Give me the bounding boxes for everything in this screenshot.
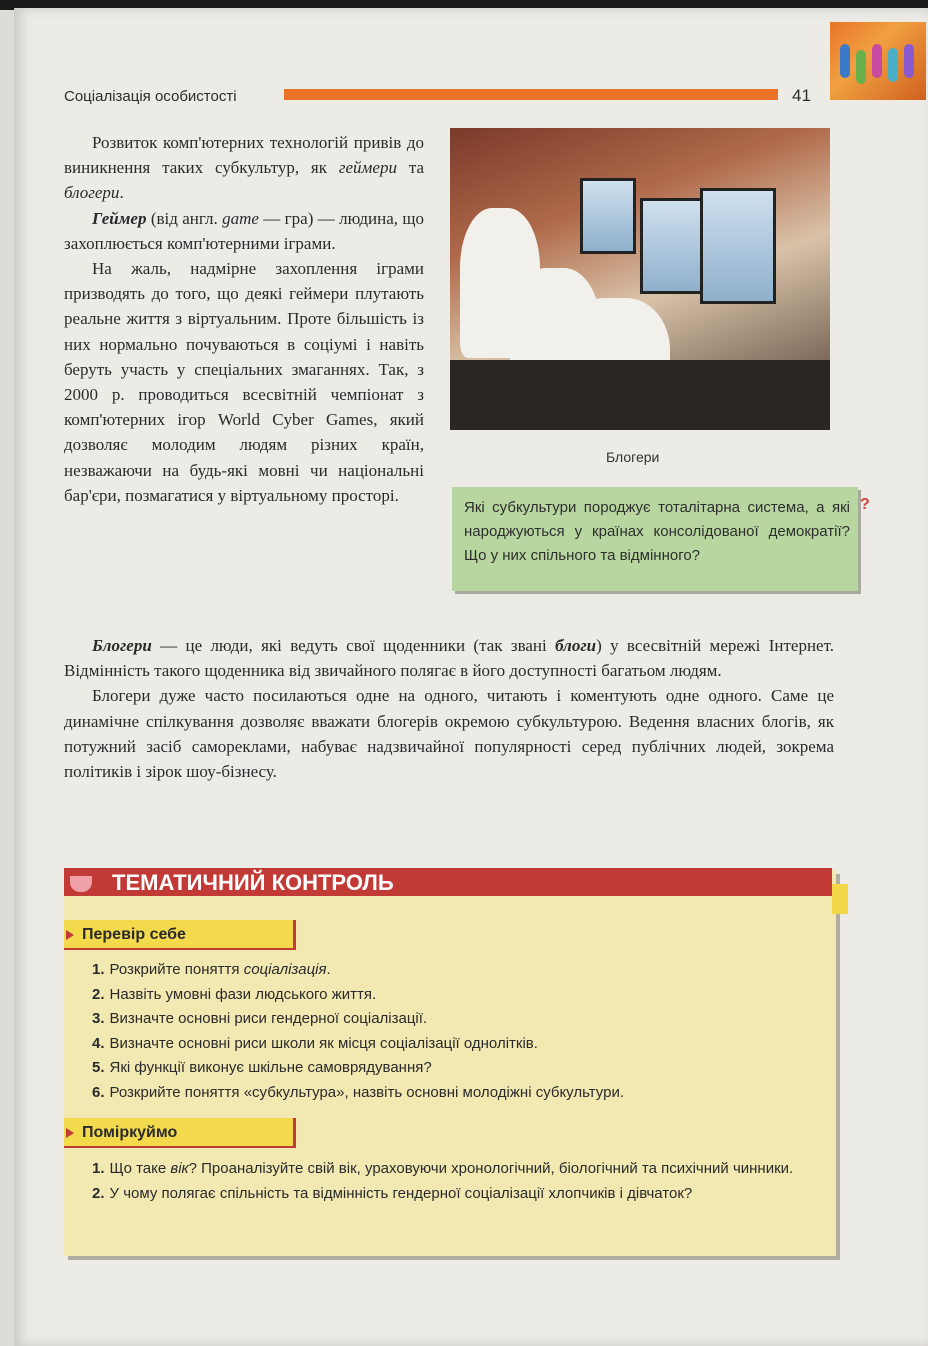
think-list — [92, 1157, 822, 1206]
section-check-yourself: Перевір себе — [64, 920, 296, 950]
page-header-title: Соціалізація особистості — [64, 88, 237, 105]
paragraph: Розвиток комп'ютерних технологій привів до виникнення таких субкультур, як геймери та блогери. — [64, 133, 424, 203]
bloggers-photo — [450, 128, 830, 430]
list-item: 3. Визначте основні риси гендерної соціалізації. — [92, 1010, 428, 1027]
list-item: 1. Розкрийте поняття соціалізація. — [92, 961, 331, 978]
decorative-tab — [832, 884, 848, 914]
paragraph: Геймер (від англ. game — гра) — людина, що захоплюється комп'ютерними іграми. — [64, 208, 425, 253]
page-number: 41 — [792, 86, 811, 105]
list-item: 2. У чому полягає спільність та відмінність гендерної соціалізації хлопчиків і дівчаток? — [92, 1184, 693, 1202]
left-column-text — [64, 130, 424, 508]
list-item: 5. Які функції виконує шкільне самоврядування? — [92, 1059, 432, 1076]
question-mark-icon: ? — [860, 496, 870, 513]
header-bar — [284, 89, 778, 100]
corner-illustration — [830, 22, 926, 100]
list-item: 6. Розкрийте поняття «субкультура», назвіть основні молодіжні субкультури. — [92, 1083, 625, 1101]
list-item: 4. Визначте основні риси школи як місця соціалізації однолітків. — [92, 1034, 538, 1052]
full-width-text — [64, 633, 834, 784]
paragraph: Блогери — це люди, які ведуть свої щоденники (так звані блоги) у всесвітній мережі Інтернет. Відмінність такого щоденника від звичайного полягає в його доступності багатьом людям. — [64, 636, 834, 681]
thematic-control-title: ТЕМАТИЧНИЙ КОНТРОЛЬ — [64, 868, 832, 896]
section-think: Поміркуймо — [64, 1118, 296, 1148]
photo-caption: Блогери — [606, 449, 660, 465]
paragraph: Блогери дуже часто посилаються одне на одного, читають і коментують одне одного. Саме це динамічне спілкування дозволяє вважати блогерів окремою субкультурою. Ведення власних блогів, як потужний засіб самореклами, набуває надзвичайної популярності серед публічних людей, зокрема політиків і зірок шоу-бізнесу. — [64, 686, 834, 782]
check-yourself-list — [92, 958, 624, 1105]
question-box: Які субкультури породжує тоталітарна система, а які народжуються у країнах консолідованої демократії? Що у них спільного та відмінного? — [452, 487, 858, 591]
list-item: 1. Що таке вік? Проаналізуйте свій вік, ураховуючи хронологічний, біологічний та психічний чинники. — [92, 1160, 794, 1177]
paragraph: На жаль, надмірне захоплення іграми призводять до того, що деякі геймери плутають реальне життя з віртуальним. Проте більшість із них нормально почуваються в соціумі і навіть беруть участь у спеціальних змаганнях. Так, з 2000 р. проводиться всесвітній чемпіонат з комп'ютерних ігор World Cyber Games, який дозволяє молодим людям різних країн, незважаючи на будь-які мовні чи національні бар'єри, позмагатися у віртуальному просторі. — [64, 259, 424, 505]
list-item: 2. Назвіть умовні фази людського життя. — [92, 985, 377, 1003]
